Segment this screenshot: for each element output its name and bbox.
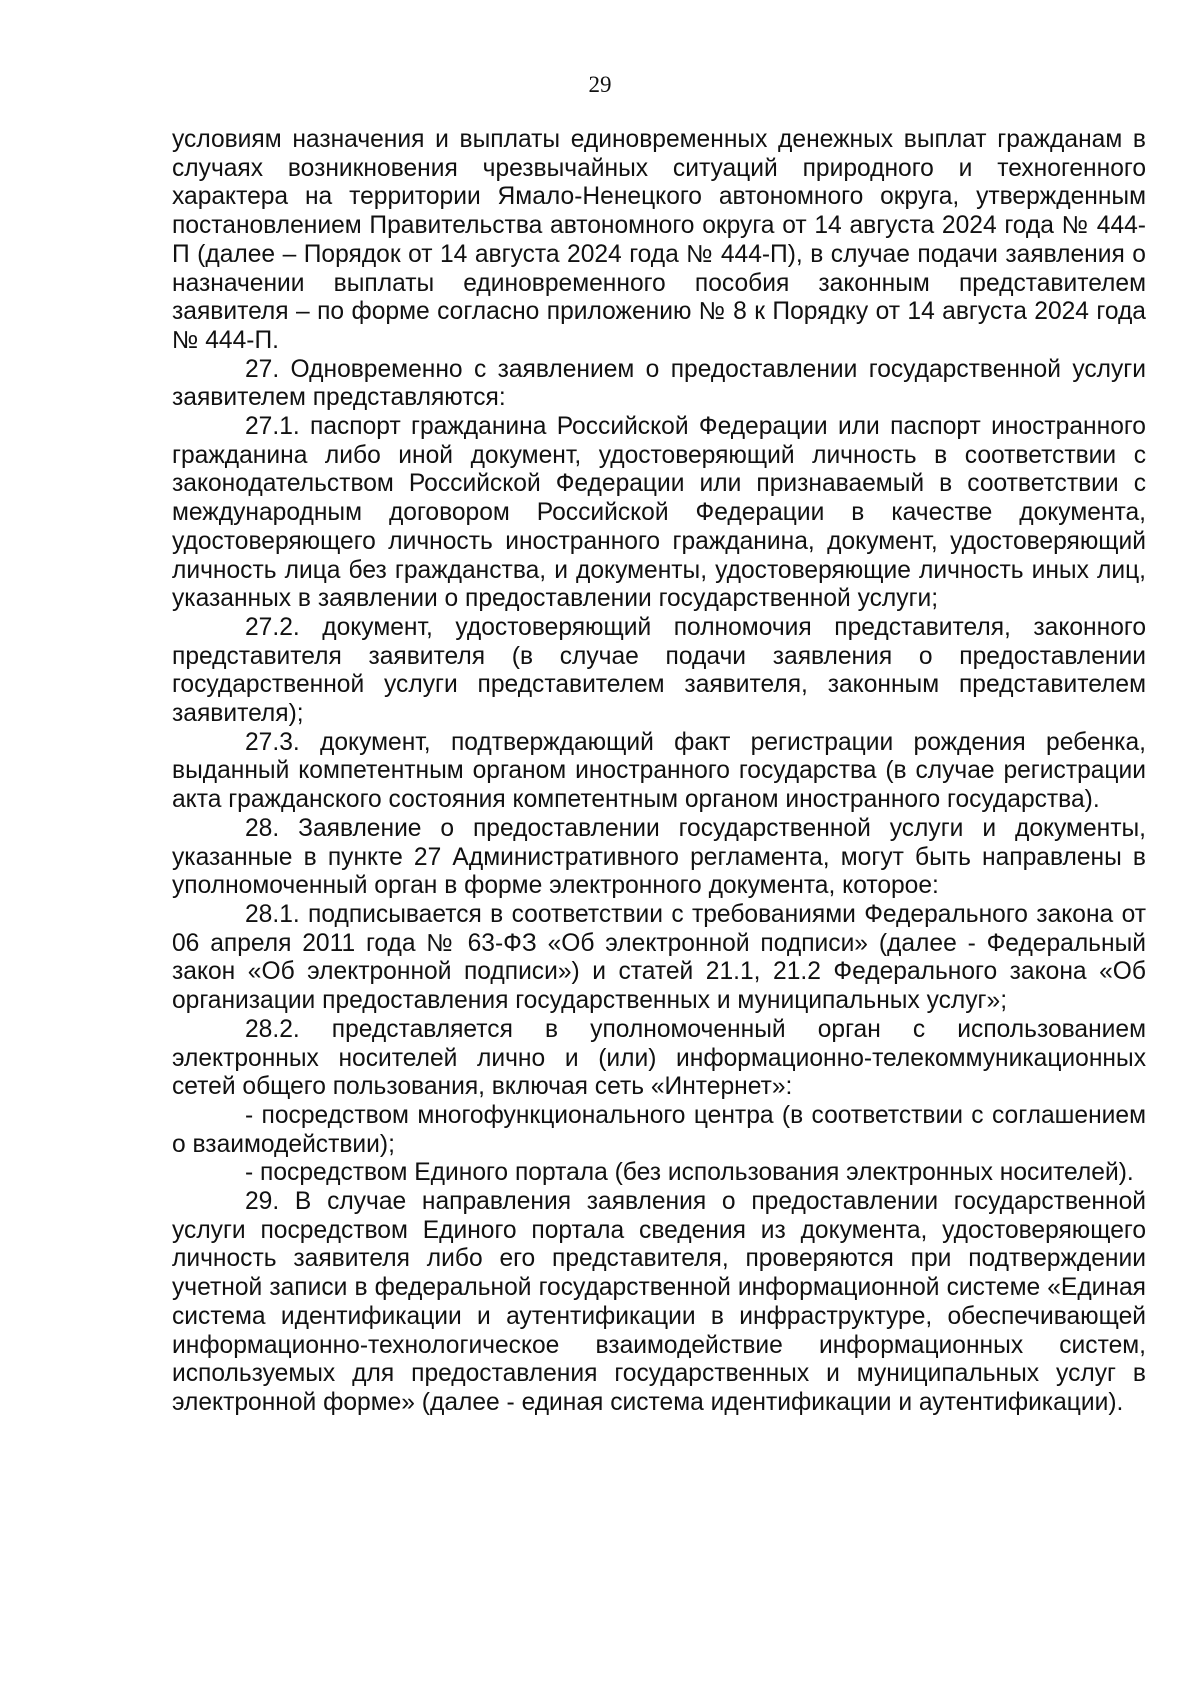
paragraph-item-27-2: 27.2. документ, удостоверяющий полномочия представителя, законного представителя заявителя (в случае подачи заявления о предоставлении государственной услуги представителем заявителя, законным представителем заявителя); xyxy=(172,613,1146,728)
paragraph-continuation: условиям назначения и выплаты единовременных денежных выплат гражданам в случаях возникновения чрезвычайных ситуаций природного и техногенного характера на территории Ямало-Ненецкого автономного округа, утвержденным постановлением Правительства автономного округа от 14 августа 2024 года № 444-П (далее – Порядок от 14 августа 2024 года № 444-П), в случае подачи заявления о назначении выплаты единовременного пособия законным представителем заявителя – по форме согласно приложению № 8 к Порядку от 14 августа 2024 года № 444-П. xyxy=(172,126,1146,354)
document-body xyxy=(172,126,1146,1418)
paragraph-item-27-3: 27.3. документ, подтверждающий факт регистрации рождения ребенка, выданный компетентным органом иностранного государства (в случае регистрации акта гражданского состояния компетентным органом иностранного государства). xyxy=(172,728,1146,814)
page-number: 29 xyxy=(588,72,612,97)
paragraph-item-28-2: 28.2. представляется в уполномоченный орган с использованием электронных носителей лично и (или) информационно-телекоммуникационных сетей общего пользования, включая сеть «Интернет»: xyxy=(172,1015,1146,1101)
paragraph-item-27-1: 27.1. паспорт гражданина Российской Федерации или паспорт иностранного гражданина либо иной документ, удостоверяющий личность в соответствии с законодательством Российской Федерации или признаваемый в соответствии с международным договором Российской Федерации в качестве документа, удостоверяющего личность иностранного гражданина, документ, удостоверяющий личность лица без гражданства, и документы, удостоверяющие личность иных лиц, указанных в заявлении о предоставлении государственной услуги; xyxy=(172,413,1146,613)
paragraph-dash-mfc: - посредством многофункционального центра (в соответствии с соглашением о взаимодействии); xyxy=(172,1101,1146,1158)
paragraph-item-29: 29. В случае направления заявления о предоставлении государственной услуги посредством Единого портала сведения из документа, удостоверяющего личность заявителя либо его представителя, проверяются при подтверждении учетной записи в федеральной государственной информационной системе «Единая система идентификации и аутентификации в инфраструктуре, обеспечивающей информационно-технологическое взаимодействие информационных систем, используемых для предоставления государственных и муниципальных услуг в электронной форме» (далее - единая система идентификации и аутентификации). xyxy=(172,1188,1146,1416)
paragraph-item-28-1: 28.1. подписывается в соответствии с требованиями Федерального закона от 06 апреля 2011 года № 63-ФЗ «Об электронной подписи» (далее - Федеральный закон «Об электронной подписи») и статей 21.1, 21.2 Федерального закона «Об организации предоставления государственных и муниципальных услуг»; xyxy=(172,900,1146,1015)
paragraph-item-28: 28. Заявление о предоставлении государственной услуги и документы, указанные в пункте 27 Административного регламента, могут быть направлены в уполномоченный орган в форме электронного документа, которое: xyxy=(172,814,1146,900)
paragraph-item-27: 27. Одновременно с заявлением о предоставлении государственной услуги заявителем представляются: xyxy=(172,355,1146,412)
paragraph-dash-portal: - посредством Единого портала (без использования электронных носителей). xyxy=(245,1159,1134,1187)
